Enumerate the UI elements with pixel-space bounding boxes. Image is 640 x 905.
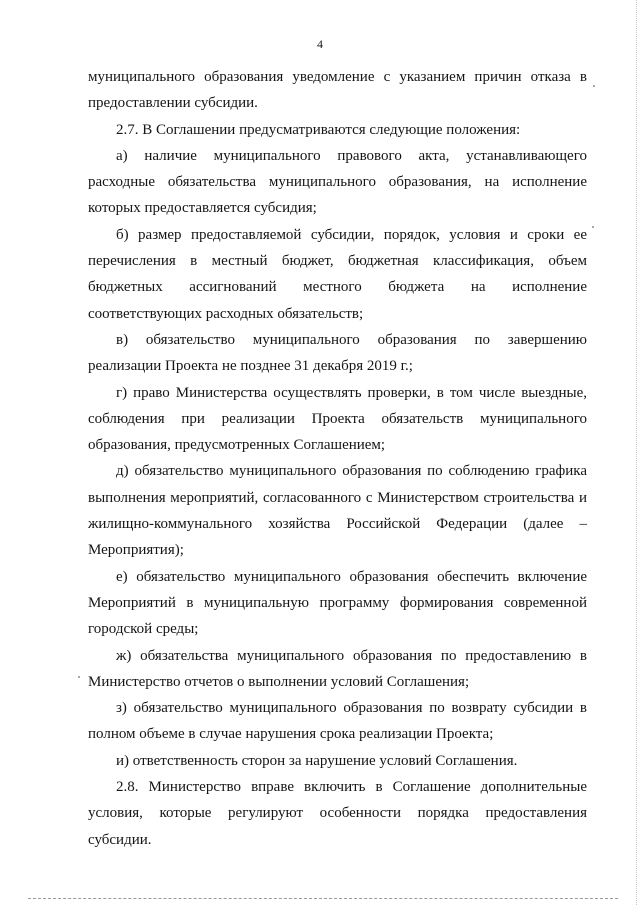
paragraph-continuation: муниципального образования уведомление с указанием причин отказа в предоставлении субсидии. bbox=[88, 69, 587, 112]
page-number: 4 bbox=[317, 37, 323, 51]
scan-speck bbox=[78, 676, 80, 678]
paragraph-item-g: г) право Министерства осуществлять проверки, в том числе выездные, соблюдения при реализации Проекта обязательств муниципального образования, предусмотренных Соглашением; bbox=[88, 384, 587, 454]
paragraph-item-e: е) обязательство муниципального образования обеспечить включение Мероприятий в муниципальную программу формирования современной городской среды; bbox=[88, 568, 587, 638]
document-body bbox=[88, 64, 587, 853]
paragraph-item-i: и) ответственность сторон за нарушение условий Соглашения. bbox=[116, 752, 518, 769]
scan-speck bbox=[593, 85, 595, 87]
scan-speck bbox=[592, 226, 594, 228]
paragraph-2-8: 2.8. Министерство вправе включить в Соглашение дополнительные условия, которые регулируют особенности порядка предоставления субсидии. bbox=[88, 779, 587, 848]
paragraph-item-z: з) обязательство муниципального образования по возврату субсидии в полном объеме в случае нарушения срока реализации Проекта; bbox=[88, 700, 587, 743]
paragraph-item-d: д) обязательство муниципального образования по соблюдению графика выполнения мероприятий, согласованного с Министерством строительства и жилищно-коммунального хозяйства Российской Федерации (далее – Мероприятия); bbox=[88, 463, 587, 559]
paragraph-item-v: в) обязательство муниципального образования по завершению реализации Проекта не позднее 31 декабря 2019 г.; bbox=[88, 331, 587, 375]
scan-edge-bottom bbox=[28, 898, 618, 899]
paragraph-item-a: а) наличие муниципального правового акта, устанавливающего расходные обязательства муниципального образования, на исполнение которых предоставляется субсидия; bbox=[88, 147, 587, 217]
paragraph-item-zh: ж) обязательства муниципального образования по предоставлению в Министерство отчетов о выполнении условий Соглашения; bbox=[88, 647, 587, 690]
paragraph-2-7: 2.7. В Соглашении предусматриваются следующие положения: bbox=[116, 121, 521, 138]
paragraph-item-b: б) размер предоставляемой субсидии, порядок, условия и сроки ее перечисления в местный бюджет, бюджетная классификация, объем бюджетных ассигнований местного бюджета на исполнение соответствующих расходных обязательств; bbox=[88, 226, 587, 322]
scan-edge-right bbox=[636, 0, 637, 905]
